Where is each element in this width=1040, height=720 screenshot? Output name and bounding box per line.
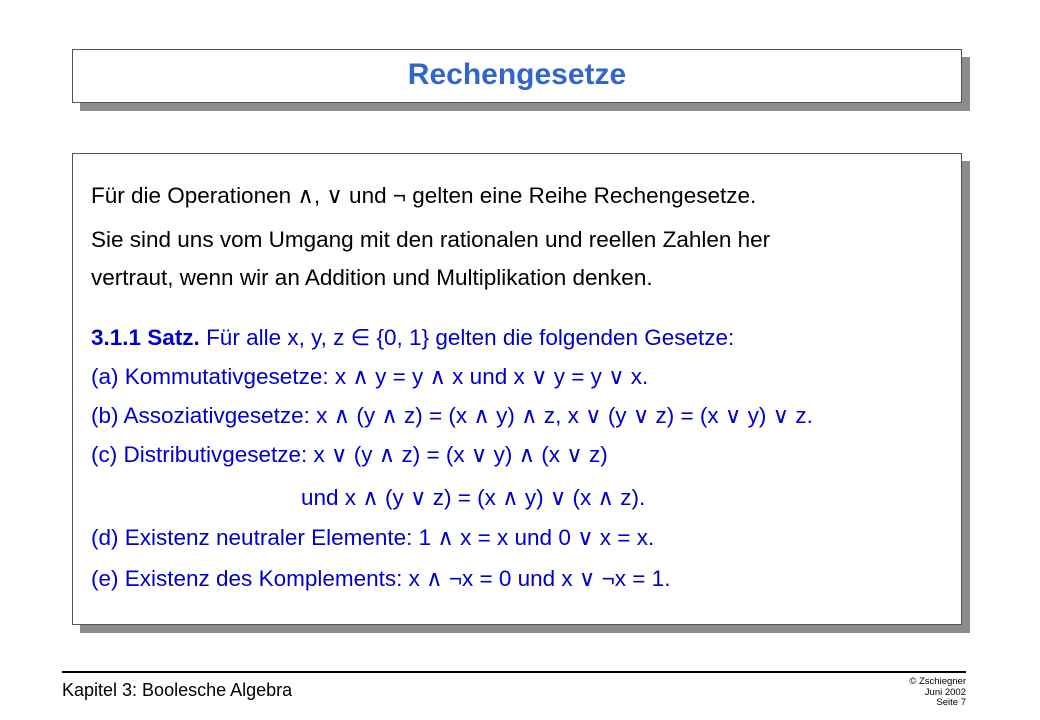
- title-box: [72, 49, 962, 103]
- theorem-label: 3.1.1 Satz.: [91, 325, 200, 350]
- law-e: (e) Existenz des Komplements: x ∧ ¬x = 0 und x ∨ ¬x = 1.: [91, 566, 671, 591]
- law-d: (d) Existenz neutraler Elemente: 1 ∧ x = x und 0 ∨ x = x.: [91, 525, 655, 550]
- footer-divider: [62, 671, 966, 673]
- intro-line-1: Für die Operationen ∧, ∨ und ¬ gelten eine Reihe Rechengesetze.: [91, 183, 757, 208]
- footer-page: Seite 7: [936, 697, 966, 708]
- footer-meta: [846, 677, 966, 709]
- law-c-2: und x ∧ (y ∨ z) = (x ∧ y) ∨ (x ∧ z).: [301, 485, 646, 510]
- footer-copyright: © Zschiegner: [909, 676, 966, 687]
- intro-line-2: Sie sind uns vom Umgang mit den rationalen und reellen Zahlen her: [91, 227, 771, 252]
- footer-date: Juni 2002: [924, 686, 966, 698]
- law-b: (b) Assoziativgesetze: x ∧ (y ∧ z) = (x ∧ y) ∧ z, x ∨ (y ∨ z) = (x ∨ y) ∨ z.: [91, 403, 813, 428]
- law-a: (a) Kommutativgesetze: x ∧ y = y ∧ x und x ∨ y = y ∨ x.: [91, 364, 649, 389]
- intro-line-3: vertraut, wenn wir an Addition und Multiplikation denken.: [91, 265, 653, 290]
- content-box: [72, 153, 962, 625]
- law-c-1: (c) Distributivgesetze: x ∨ (y ∧ z) = (x ∨ y) ∧ (x ∨ z): [91, 442, 608, 467]
- theorem-statement: Für alle x, y, z ∈ {0, 1} gelten die folgenden Gesetze:: [199, 325, 735, 350]
- slide-title: Rechengesetze: [407, 58, 627, 91]
- theorem-line: [91, 324, 734, 352]
- footer-chapter: Kapitel 3: Boolesche Algebra: [62, 680, 293, 700]
